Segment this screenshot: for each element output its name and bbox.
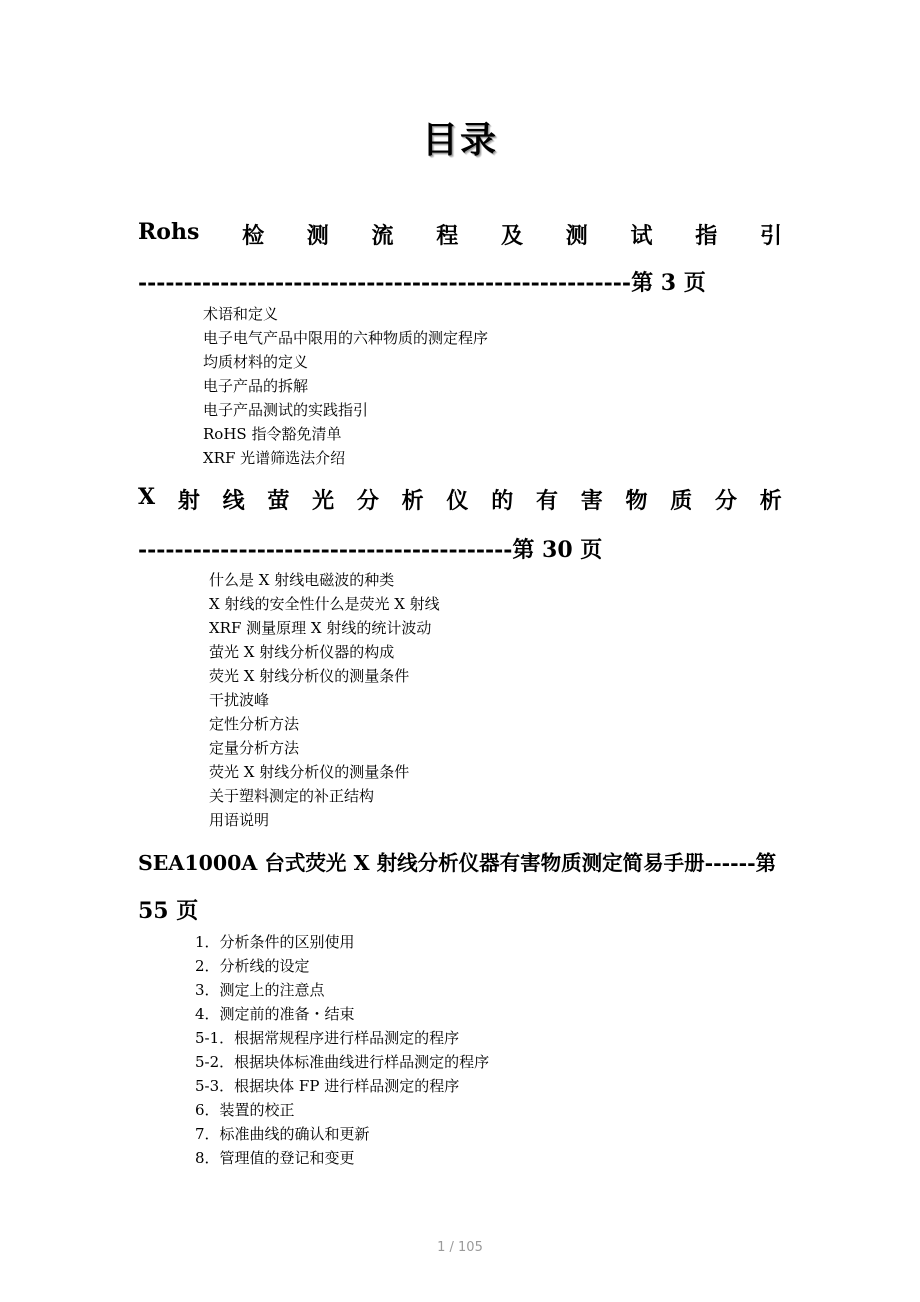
list-item: 荧光 X 射线分析仪的测量条件 <box>209 667 410 685</box>
list-item: 定性分析方法 <box>209 715 300 733</box>
page-number: 1 / 105 <box>437 1240 483 1255</box>
list-item: 萤光 X 射线分析仪器的构成 <box>209 643 395 661</box>
section-2-heading-char: 萤 <box>267 488 290 514</box>
list-item: RoHS 指令豁免清单 <box>203 425 342 443</box>
section-1-heading-char: 程 <box>436 223 459 249</box>
section-2-heading-char: 分 <box>356 488 379 514</box>
section-2-items <box>209 568 440 832</box>
section-2-heading-char: X <box>138 484 156 510</box>
section-1-heading-char: 指 <box>695 223 718 249</box>
section-2-heading-char: 析 <box>401 488 424 514</box>
section-1-heading-char: 测 <box>565 223 588 249</box>
section-2-heading-char: 析 <box>759 488 782 514</box>
section-1-dashes: ------------------------------------------------------ <box>138 270 632 296</box>
list-item: 干扰波峰 <box>209 691 270 709</box>
section-2-heading-char: 射 <box>177 488 200 514</box>
section-2-heading-char: 的 <box>491 488 514 514</box>
section-1-heading-char: 引 <box>759 223 782 249</box>
section-1-page-ref: 第 3 页 <box>631 270 706 296</box>
section-3-page-ref: 55 页 <box>138 898 199 924</box>
section-2-heading-char: 害 <box>580 488 603 514</box>
list-item: 什么是 X 射线电磁波的种类 <box>209 571 395 589</box>
list-item: 5-1．根据常规程序进行样品测定的程序 <box>195 1029 460 1047</box>
list-item: X 射线的安全性什么是荧光 X 射线 <box>209 595 440 613</box>
list-item: 5-2．根据块体标准曲线进行样品测定的程序 <box>195 1053 490 1071</box>
list-item: 7．标准曲线的确认和更新 <box>195 1125 370 1143</box>
section-1-heading-char: 测 <box>306 223 329 249</box>
section-2-heading-char: 光 <box>312 488 335 514</box>
section-3-heading: SEA1000A 台式荧光 X 射线分析仪器有害物质测定简易手册------第 <box>138 851 777 875</box>
section-2-heading-char: 质 <box>670 488 693 514</box>
section-2-heading-char: 有 <box>535 488 558 514</box>
section-1-heading-char: 及 <box>501 223 524 249</box>
section-2-leader <box>138 533 782 564</box>
section-3-items <box>195 930 489 1170</box>
list-item: 术语和定义 <box>203 305 279 323</box>
list-item: 用语说明 <box>209 811 270 829</box>
page-title: 目录 <box>421 119 498 161</box>
list-item: 电子电气产品中限用的六种物质的测定程序 <box>203 329 489 347</box>
section-1-items <box>203 302 488 470</box>
section-1-heading <box>138 219 782 250</box>
list-item: 2．分析线的设定 <box>195 957 310 975</box>
list-item: XRF 测量原理 X 射线的统计波动 <box>209 619 432 637</box>
section-2-heading-char: 仪 <box>446 488 469 514</box>
list-item: XRF 光谱筛选法介绍 <box>203 449 346 467</box>
section-1-heading-char: 流 <box>371 223 394 249</box>
section-2-dashes: ----------------------------------------- <box>138 537 513 563</box>
list-item: 4．测定前的准备・结束 <box>195 1005 355 1023</box>
section-2-heading <box>138 484 782 515</box>
section-2-heading-char: 线 <box>222 488 245 514</box>
list-item: 8．管理值的登记和变更 <box>195 1149 355 1167</box>
section-2-heading-char: 物 <box>625 488 648 514</box>
list-item: 均质材料的定义 <box>203 353 309 371</box>
section-1-heading-char: 检 <box>242 223 265 249</box>
list-item: 电子产品测试的实践指引 <box>203 401 369 419</box>
list-item: 6．装置的校正 <box>195 1101 295 1119</box>
list-item: 3．测定上的注意点 <box>195 981 325 999</box>
list-item: 5-3．根据块体 FP 进行样品测定的程序 <box>195 1077 460 1095</box>
section-1-heading-char: Rohs <box>138 219 200 245</box>
list-item: 1．分析条件的区别使用 <box>195 933 355 951</box>
list-item: 定量分析方法 <box>209 739 300 757</box>
section-2-page-ref: 第 30 页 <box>512 537 603 563</box>
section-1-heading-char: 试 <box>630 223 653 249</box>
section-2-heading-char: 分 <box>715 488 738 514</box>
section-1-leader <box>138 266 782 297</box>
list-item: 电子产品的拆解 <box>203 377 309 395</box>
list-item: 荧光 X 射线分析仪的测量条件 <box>209 763 410 781</box>
list-item: 关于塑料测定的补正结构 <box>209 787 375 805</box>
